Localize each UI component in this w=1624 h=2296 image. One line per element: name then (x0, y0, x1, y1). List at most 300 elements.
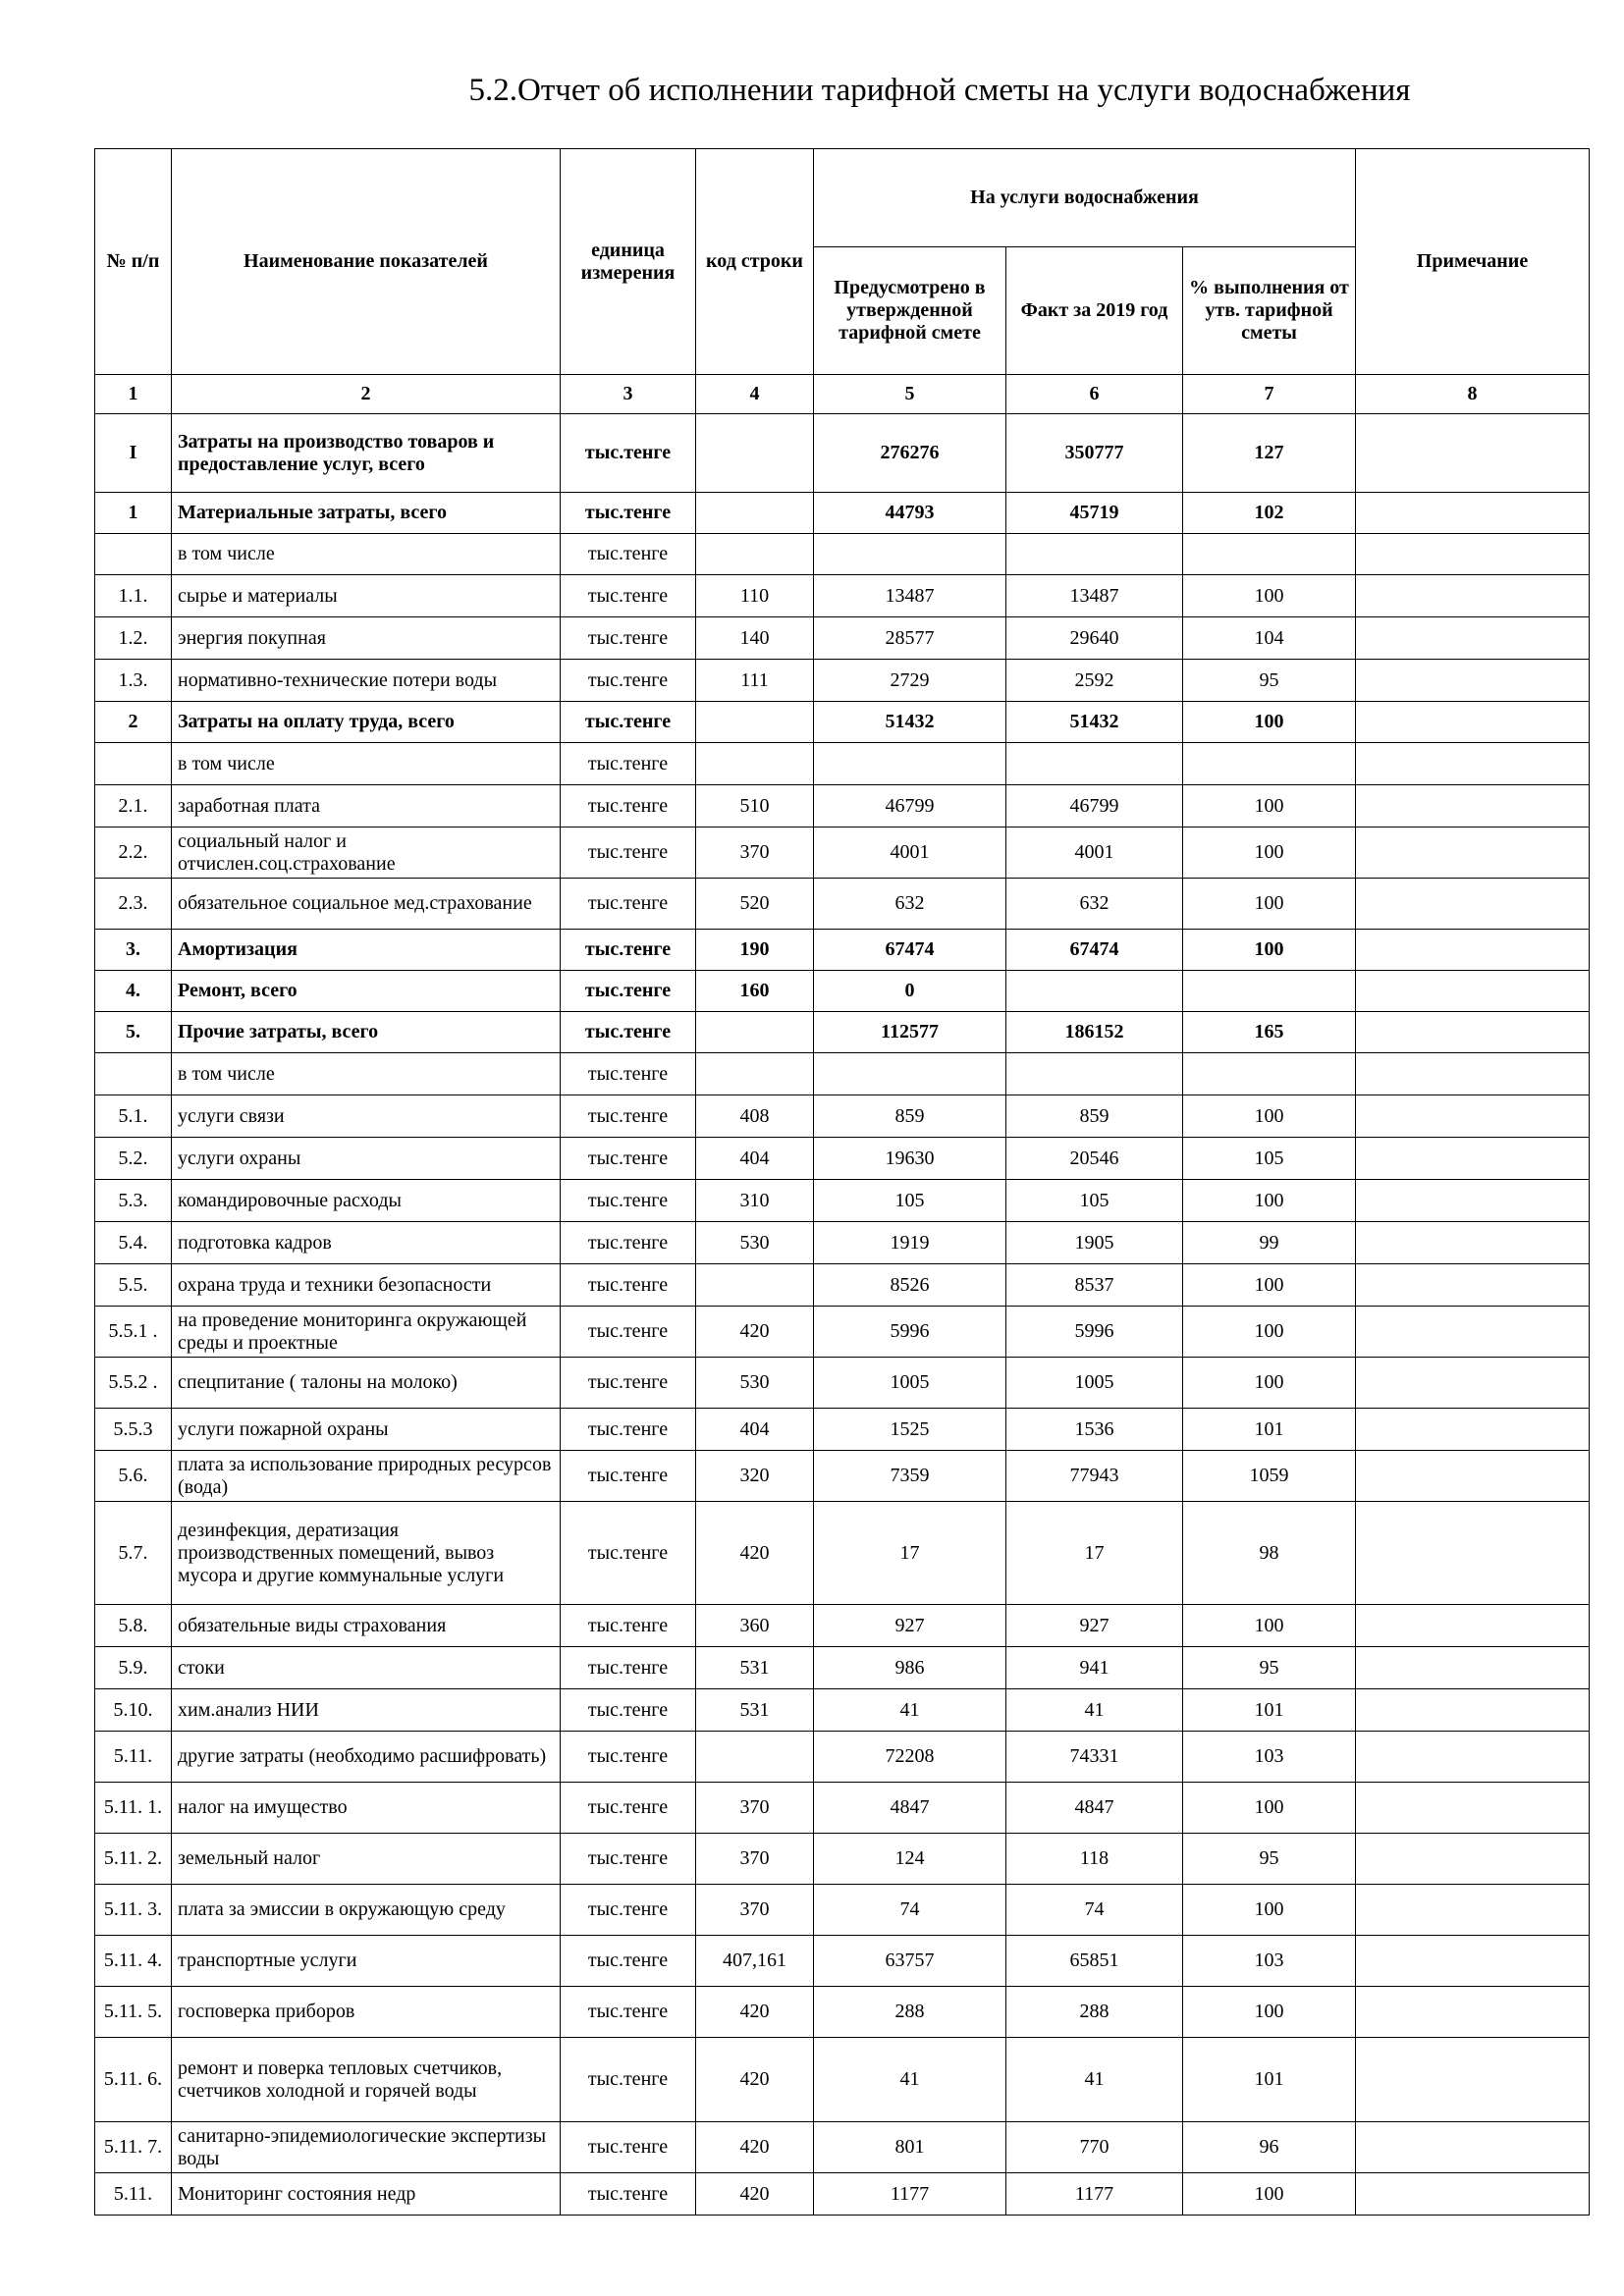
header-unit: единица измерения (561, 149, 696, 375)
row-percent: 100 (1183, 930, 1356, 971)
row-unit: тыс.тенге (561, 534, 696, 575)
row-code: 370 (696, 1834, 814, 1885)
row-fact: 4847 (1006, 1783, 1183, 1834)
row-unit: тыс.тенге (561, 1095, 696, 1138)
row-note (1356, 1222, 1590, 1264)
row-number: 5.11. (95, 2173, 172, 2216)
row-planned: 74 (814, 1885, 1006, 1936)
row-note (1356, 617, 1590, 660)
row-note (1356, 743, 1590, 785)
row-planned: 112577 (814, 1012, 1006, 1053)
row-percent: 101 (1183, 1689, 1356, 1732)
row-code (696, 493, 814, 534)
row-planned: 51432 (814, 702, 1006, 743)
column-index: 2 (172, 375, 561, 414)
row-number: 5.1. (95, 1095, 172, 1138)
row-name: обязательное социальное мед.страхование (172, 879, 561, 930)
row-name: подготовка кадров (172, 1222, 561, 1264)
row-name: дезинфекция, дератизация производственных помещений, вывоз мусора и другие коммунальные услуги (172, 1502, 561, 1605)
table-row (95, 575, 1590, 617)
table-row (95, 1451, 1590, 1502)
row-fact (1006, 971, 1183, 1012)
row-number: 5.9. (95, 1647, 172, 1689)
row-name: Прочие затраты, всего (172, 1012, 561, 1053)
row-note (1356, 2038, 1590, 2122)
row-planned: 288 (814, 1987, 1006, 2038)
row-number: 5.5. (95, 1264, 172, 1307)
row-fact: 350777 (1006, 414, 1183, 493)
row-fact: 118 (1006, 1834, 1183, 1885)
header-planned: Предусмотрено в утвержденной тарифной смете (814, 247, 1006, 375)
row-number: 2.1. (95, 785, 172, 828)
table-row (95, 1502, 1590, 1605)
row-planned: 41 (814, 1689, 1006, 1732)
row-fact: 41 (1006, 2038, 1183, 2122)
row-number: 5.11. 2. (95, 1834, 172, 1885)
row-number: 5.5.3 (95, 1409, 172, 1451)
row-fact: 8537 (1006, 1264, 1183, 1307)
row-unit: тыс.тенге (561, 1053, 696, 1095)
row-planned (814, 1053, 1006, 1095)
row-unit: тыс.тенге (561, 414, 696, 493)
row-note (1356, 1783, 1590, 1834)
table-row (95, 1358, 1590, 1409)
row-name: Затраты на производство товаров и предоставление услуг, всего (172, 414, 561, 493)
row-planned: 1525 (814, 1409, 1006, 1451)
row-unit: тыс.тенге (561, 702, 696, 743)
row-percent: 100 (1183, 1605, 1356, 1647)
row-percent: 99 (1183, 1222, 1356, 1264)
row-unit: тыс.тенге (561, 1012, 696, 1053)
row-fact: 2592 (1006, 660, 1183, 702)
table-row (95, 971, 1590, 1012)
row-note (1356, 1834, 1590, 1885)
row-name: услуги охраны (172, 1138, 561, 1180)
row-percent: 165 (1183, 1012, 1356, 1053)
row-planned: 67474 (814, 930, 1006, 971)
row-code: 510 (696, 785, 814, 828)
row-code: 420 (696, 1987, 814, 2038)
row-number: I (95, 414, 172, 493)
row-number: 1.3. (95, 660, 172, 702)
row-name: энергия покупная (172, 617, 561, 660)
row-number: 1 (95, 493, 172, 534)
row-percent: 98 (1183, 1502, 1356, 1605)
row-code: 420 (696, 2122, 814, 2173)
row-number: 5.8. (95, 1605, 172, 1647)
table-row (95, 493, 1590, 534)
row-unit: тыс.тенге (561, 617, 696, 660)
row-unit: тыс.тенге (561, 1264, 696, 1307)
row-unit: тыс.тенге (561, 1502, 696, 1605)
row-code: 320 (696, 1451, 814, 1502)
row-fact (1006, 534, 1183, 575)
row-name: ремонт и поверка тепловых счетчиков, счетчиков холодной и горячей воды (172, 2038, 561, 2122)
row-name: сырье и материалы (172, 575, 561, 617)
table-row (95, 1138, 1590, 1180)
row-name: хим.анализ НИИ (172, 1689, 561, 1732)
row-percent: 104 (1183, 617, 1356, 660)
row-name: спецпитание ( талоны на молоко) (172, 1358, 561, 1409)
row-percent: 100 (1183, 828, 1356, 879)
row-note (1356, 2173, 1590, 2216)
row-code (696, 1264, 814, 1307)
row-number: 5.11. 1. (95, 1783, 172, 1834)
row-number: 5.11. 3. (95, 1885, 172, 1936)
row-planned: 276276 (814, 414, 1006, 493)
row-number (95, 743, 172, 785)
row-fact: 186152 (1006, 1012, 1183, 1053)
row-planned: 0 (814, 971, 1006, 1012)
header-note: Примечание (1356, 149, 1590, 375)
row-code: 310 (696, 1180, 814, 1222)
row-number: 3. (95, 930, 172, 971)
row-code: 404 (696, 1138, 814, 1180)
row-fact: 45719 (1006, 493, 1183, 534)
row-note (1356, 1732, 1590, 1783)
row-code: 531 (696, 1689, 814, 1732)
row-planned: 124 (814, 1834, 1006, 1885)
row-number (95, 534, 172, 575)
row-fact (1006, 1053, 1183, 1095)
row-planned: 13487 (814, 575, 1006, 617)
row-fact (1006, 743, 1183, 785)
table-row (95, 1732, 1590, 1783)
row-name: Мониторинг состояния недр (172, 2173, 561, 2216)
row-planned: 28577 (814, 617, 1006, 660)
row-number: 5.5.2 . (95, 1358, 172, 1409)
row-fact: 51432 (1006, 702, 1183, 743)
row-note (1356, 2122, 1590, 2173)
row-unit: тыс.тенге (561, 1409, 696, 1451)
row-planned: 801 (814, 2122, 1006, 2173)
row-fact: 74331 (1006, 1732, 1183, 1783)
row-note (1356, 971, 1590, 1012)
row-note (1356, 930, 1590, 971)
row-number: 5.11. 4. (95, 1936, 172, 1987)
row-code: 404 (696, 1409, 814, 1451)
row-unit: тыс.тенге (561, 879, 696, 930)
row-planned: 986 (814, 1647, 1006, 1689)
column-index: 1 (95, 375, 172, 414)
row-number: 5.6. (95, 1451, 172, 1502)
row-code: 370 (696, 1783, 814, 1834)
row-percent: 100 (1183, 1307, 1356, 1358)
row-note (1356, 1647, 1590, 1689)
row-unit: тыс.тенге (561, 1732, 696, 1783)
row-percent: 102 (1183, 493, 1356, 534)
row-code: 160 (696, 971, 814, 1012)
row-percent: 100 (1183, 575, 1356, 617)
row-unit: тыс.тенге (561, 785, 696, 828)
row-number: 5.5.1 . (95, 1307, 172, 1358)
header-percent: % выполнения от утв. тарифной сметы (1183, 247, 1356, 375)
row-unit: тыс.тенге (561, 1451, 696, 1502)
header-code: код строки (696, 149, 814, 375)
row-fact: 41 (1006, 1689, 1183, 1732)
row-planned: 632 (814, 879, 1006, 930)
table-row (95, 1180, 1590, 1222)
row-planned: 17 (814, 1502, 1006, 1605)
row-planned: 46799 (814, 785, 1006, 828)
row-percent: 95 (1183, 660, 1356, 702)
row-code: 530 (696, 1358, 814, 1409)
row-percent: 100 (1183, 2173, 1356, 2216)
row-code: 520 (696, 879, 814, 930)
table-body (95, 414, 1590, 2216)
header-fact: Факт за 2019 год (1006, 247, 1183, 375)
row-percent (1183, 971, 1356, 1012)
row-number: 2.3. (95, 879, 172, 930)
row-unit: тыс.тенге (561, 1936, 696, 1987)
row-percent: 100 (1183, 1358, 1356, 1409)
column-index: 6 (1006, 375, 1183, 414)
row-percent (1183, 743, 1356, 785)
row-note (1356, 1409, 1590, 1451)
row-name: Затраты на оплату труда, всего (172, 702, 561, 743)
row-fact: 288 (1006, 1987, 1183, 2038)
row-name: Амортизация (172, 930, 561, 971)
row-unit: тыс.тенге (561, 1358, 696, 1409)
row-fact: 77943 (1006, 1451, 1183, 1502)
column-index: 7 (1183, 375, 1356, 414)
row-fact: 105 (1006, 1180, 1183, 1222)
row-planned: 72208 (814, 1732, 1006, 1783)
row-code: 420 (696, 2173, 814, 2216)
row-name: налог на имущество (172, 1783, 561, 1834)
column-index: 5 (814, 375, 1006, 414)
row-fact: 29640 (1006, 617, 1183, 660)
row-fact: 46799 (1006, 785, 1183, 828)
row-unit: тыс.тенге (561, 1138, 696, 1180)
row-number: 5. (95, 1012, 172, 1053)
row-note (1356, 534, 1590, 575)
row-note (1356, 1307, 1590, 1358)
row-name: заработная плата (172, 785, 561, 828)
row-code: 530 (696, 1222, 814, 1264)
row-code: 420 (696, 2038, 814, 2122)
row-name: командировочные расходы (172, 1180, 561, 1222)
row-note (1356, 493, 1590, 534)
row-number: 5.11. 7. (95, 2122, 172, 2173)
tariff-report-table (94, 148, 1590, 2216)
row-code: 408 (696, 1095, 814, 1138)
row-name: услуги пожарной охраны (172, 1409, 561, 1451)
row-unit: тыс.тенге (561, 660, 696, 702)
row-name: обязательные виды страхования (172, 1605, 561, 1647)
row-name: нормативно-технические потери воды (172, 660, 561, 702)
row-note (1356, 785, 1590, 828)
row-code: 531 (696, 1647, 814, 1689)
row-name: Материальные затраты, всего (172, 493, 561, 534)
row-number: 5.10. (95, 1689, 172, 1732)
row-percent: 100 (1183, 1264, 1356, 1307)
table-row (95, 534, 1590, 575)
row-number (95, 1053, 172, 1095)
row-fact: 927 (1006, 1605, 1183, 1647)
table-row (95, 1647, 1590, 1689)
table-row (95, 1409, 1590, 1451)
row-note (1356, 1451, 1590, 1502)
row-code: 420 (696, 1502, 814, 1605)
row-code: 370 (696, 828, 814, 879)
table-row (95, 1885, 1590, 1936)
row-number: 5.7. (95, 1502, 172, 1605)
header-group: На услуги водоснабжения (814, 149, 1356, 247)
row-note (1356, 1012, 1590, 1053)
table-row (95, 1987, 1590, 2038)
row-name: стоки (172, 1647, 561, 1689)
row-unit: тыс.тенге (561, 575, 696, 617)
row-code: 110 (696, 575, 814, 617)
row-number: 5.11. 6. (95, 2038, 172, 2122)
row-percent: 95 (1183, 1834, 1356, 1885)
row-unit: тыс.тенге (561, 2173, 696, 2216)
table-row (95, 743, 1590, 785)
row-unit: тыс.тенге (561, 493, 696, 534)
row-note (1356, 1264, 1590, 1307)
table-row (95, 1689, 1590, 1732)
table-row (95, 617, 1590, 660)
row-code: 420 (696, 1307, 814, 1358)
row-fact: 67474 (1006, 930, 1183, 971)
row-code (696, 702, 814, 743)
row-planned: 1919 (814, 1222, 1006, 1264)
row-unit: тыс.тенге (561, 1605, 696, 1647)
row-unit: тыс.тенге (561, 1834, 696, 1885)
row-planned: 7359 (814, 1451, 1006, 1502)
row-code: 190 (696, 930, 814, 971)
row-note (1356, 1987, 1590, 2038)
row-note (1356, 1936, 1590, 1987)
row-percent: 100 (1183, 1095, 1356, 1138)
row-percent: 1059 (1183, 1451, 1356, 1502)
row-code: 140 (696, 617, 814, 660)
row-fact: 770 (1006, 2122, 1183, 2173)
table-row (95, 879, 1590, 930)
row-fact: 1005 (1006, 1358, 1183, 1409)
row-unit: тыс.тенге (561, 2122, 696, 2173)
row-percent: 103 (1183, 1936, 1356, 1987)
row-number: 4. (95, 971, 172, 1012)
table-row (95, 702, 1590, 743)
row-code (696, 1732, 814, 1783)
row-planned: 4847 (814, 1783, 1006, 1834)
page-title: 5.2.Отчет об исполнении тарифной сметы на услуги водоснабжения (468, 73, 1411, 108)
row-percent (1183, 1053, 1356, 1095)
row-code (696, 743, 814, 785)
row-unit: тыс.тенге (561, 828, 696, 879)
row-number: 5.11. (95, 1732, 172, 1783)
row-note (1356, 1180, 1590, 1222)
table-row (95, 1095, 1590, 1138)
row-fact: 859 (1006, 1095, 1183, 1138)
row-percent: 103 (1183, 1732, 1356, 1783)
row-number: 2.2. (95, 828, 172, 879)
row-unit: тыс.тенге (561, 1783, 696, 1834)
row-name: в том числе (172, 743, 561, 785)
row-name: земельный налог (172, 1834, 561, 1885)
row-planned: 105 (814, 1180, 1006, 1222)
row-fact: 13487 (1006, 575, 1183, 617)
row-planned: 19630 (814, 1138, 1006, 1180)
row-number: 1.2. (95, 617, 172, 660)
row-fact: 20546 (1006, 1138, 1183, 1180)
row-unit: тыс.тенге (561, 1180, 696, 1222)
row-planned: 859 (814, 1095, 1006, 1138)
column-index: 3 (561, 375, 696, 414)
row-planned: 1177 (814, 2173, 1006, 2216)
row-code (696, 1012, 814, 1053)
row-planned: 1005 (814, 1358, 1006, 1409)
row-fact: 632 (1006, 879, 1183, 930)
row-number: 1.1. (95, 575, 172, 617)
row-percent: 100 (1183, 1180, 1356, 1222)
table-row (95, 828, 1590, 879)
row-name: плата за эмиссии в окружающую среду (172, 1885, 561, 1936)
row-name: плата за использование природных ресурсов (вода) (172, 1451, 561, 1502)
row-unit: тыс.тенге (561, 1987, 696, 2038)
row-note (1356, 1502, 1590, 1605)
row-note (1356, 1138, 1590, 1180)
table-row (95, 1783, 1590, 1834)
row-fact: 1536 (1006, 1409, 1183, 1451)
row-note (1356, 879, 1590, 930)
row-percent: 127 (1183, 414, 1356, 493)
row-number: 5.11. 5. (95, 1987, 172, 2038)
row-name: госповерка приборов (172, 1987, 561, 2038)
table-row (95, 1936, 1590, 1987)
row-fact: 17 (1006, 1502, 1183, 1605)
row-note (1356, 660, 1590, 702)
column-index: 4 (696, 375, 814, 414)
row-percent: 100 (1183, 785, 1356, 828)
row-percent: 100 (1183, 1783, 1356, 1834)
table-row (95, 1605, 1590, 1647)
row-name: услуги связи (172, 1095, 561, 1138)
table-row (95, 1834, 1590, 1885)
row-percent: 96 (1183, 2122, 1356, 2173)
row-planned: 41 (814, 2038, 1006, 2122)
row-note (1356, 414, 1590, 493)
row-percent: 95 (1183, 1647, 1356, 1689)
row-note (1356, 1885, 1590, 1936)
row-note (1356, 1689, 1590, 1732)
row-code (696, 414, 814, 493)
row-number: 2 (95, 702, 172, 743)
row-unit: тыс.тенге (561, 743, 696, 785)
row-name: в том числе (172, 1053, 561, 1095)
row-note (1356, 1358, 1590, 1409)
column-index: 8 (1356, 375, 1590, 414)
table-row (95, 660, 1590, 702)
row-name: Ремонт, всего (172, 971, 561, 1012)
row-unit: тыс.тенге (561, 930, 696, 971)
row-percent: 100 (1183, 1987, 1356, 2038)
row-percent: 101 (1183, 2038, 1356, 2122)
row-percent: 100 (1183, 702, 1356, 743)
row-fact: 4001 (1006, 828, 1183, 879)
row-planned: 8526 (814, 1264, 1006, 1307)
row-unit: тыс.тенге (561, 1222, 696, 1264)
row-planned: 2729 (814, 660, 1006, 702)
row-unit: тыс.тенге (561, 1647, 696, 1689)
table-row (95, 1053, 1590, 1095)
row-name: в том числе (172, 534, 561, 575)
header-name: Наименование показателей (172, 149, 561, 375)
table-row (95, 1307, 1590, 1358)
table-row (95, 785, 1590, 828)
